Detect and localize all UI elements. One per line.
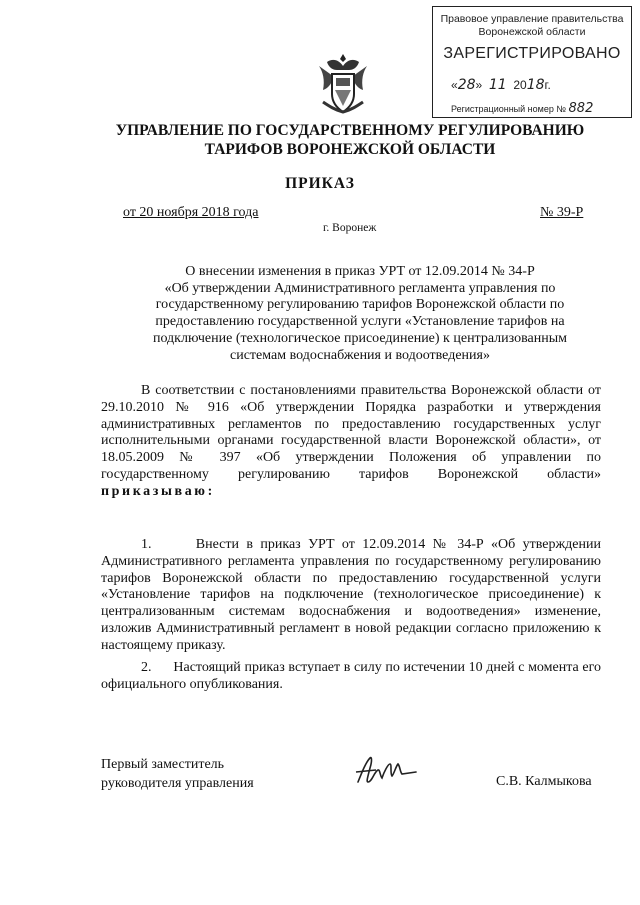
order-city: г. Воронеж	[323, 222, 377, 234]
stamp-org-line1: Правовое управление правительства	[440, 13, 624, 25]
subject-line: системам водоснабжения и водоотведения»	[230, 347, 490, 363]
authority-header	[90, 121, 610, 159]
order-item-2: 2. Настоящий приказ вступает в силу по истечении 10 дней с момента его официального опубликования.	[101, 660, 601, 692]
signatory-title-line2: руководителя управления	[101, 776, 254, 791]
order-date: от 20 ноября 2018 года	[123, 205, 259, 220]
authority-header-line2: ТАРИФОВ ВОРОНЕЖСКОЙ ОБЛАСТИ	[204, 141, 496, 158]
subject-line: «Об утверждении Административного регламента управления по	[164, 280, 556, 296]
document-type-title: ПРИКАЗ	[285, 175, 355, 192]
stamp-date-year-prefix: 20	[513, 78, 527, 92]
preamble-paragraph	[101, 383, 601, 501]
stamp-date-month: 11	[488, 77, 507, 93]
stamp-registered-label: ЗАРЕГИСТРИРОВАНО	[443, 45, 621, 62]
stamp-organization	[433, 13, 631, 39]
coat-of-arms-emblem	[313, 52, 373, 118]
decree-word: приказываю:	[101, 483, 215, 499]
registration-stamp	[432, 6, 632, 118]
order-subject	[110, 264, 610, 364]
preamble-text: В соответствии с постановлениями правительства Воронежской области от 29.10.2010 № 916 «Об утверждении Порядка разработки и утверждения административных регламентов по предоставлению государственных услуг исполнительными органами государственной власти Воронежской области», от 18.05.2009 № 397 «Об утверждении Положения об управлении по государственному регулированию тарифов Воронежской области»	[101, 383, 601, 482]
stamp-org-line2: Воронежской области	[478, 26, 586, 38]
stamp-registration-number	[451, 101, 593, 116]
order-item-1: 1. Внести в приказ УРТ от 12.09.2014 № 34-Р «Об утверждении Административного регламента управления по государственному регулированию тарифов Воронежской области по предоставлению государственной услуги «Установление тарифов на подключение (технологическое присоединение) к централизованным системам водоснабжения и водоотведения» изменение, изложив Административный регламент в новой редакции согласно приложению к настоящему приказу.	[101, 537, 601, 653]
authority-header-line1: УПРАВЛЕНИЕ ПО ГОСУДАРСТВЕННОМУ РЕГУЛИРОВАНИЮ	[115, 122, 585, 139]
subject-line: подключение (технологическое присоединение) к централизованным	[152, 330, 568, 346]
order-number: № 39-Р	[540, 205, 584, 220]
stamp-date-year: 18	[526, 77, 545, 93]
signatory-title	[101, 755, 254, 793]
handwritten-signature	[352, 752, 432, 792]
stamp-regno-label: Регистрационный номер №	[451, 104, 567, 114]
signatory-title-line1: Первый заместитель	[101, 757, 225, 772]
subject-line: государственному регулированию тарифов Воронежской области по	[155, 297, 565, 313]
stamp-date-suffix: г.	[544, 78, 551, 92]
stamp-date: «28» 11 2018г.	[451, 77, 551, 93]
stamp-date-day: 28	[457, 77, 476, 93]
stamp-regno-value: 882	[568, 101, 594, 116]
subject-line: О внесении изменения в приказ УРТ от 12.09.2014 № 34-Р	[185, 264, 535, 279]
signatory-name: С.В. Калмыкова	[496, 774, 592, 789]
subject-line: предоставлению государственной услуги «Установление тарифов на	[155, 314, 565, 330]
